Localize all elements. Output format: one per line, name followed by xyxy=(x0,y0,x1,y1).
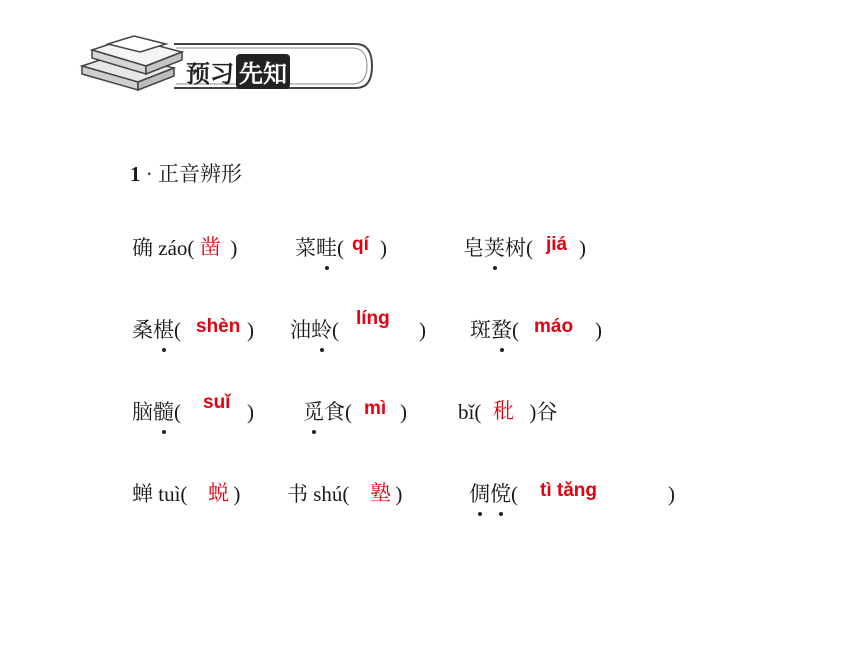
item-mao: 斑蝥( ) xyxy=(470,314,602,344)
answer-qi: qí xyxy=(352,234,369,255)
item-jia: 皂荚树( ) xyxy=(463,232,586,262)
question-row xyxy=(0,478,860,518)
item-shu: 书 shú( ) xyxy=(287,482,403,506)
answer-ling: líng xyxy=(356,308,390,329)
answer-tui: 蜕 xyxy=(208,481,229,505)
item-titang: 倜傥( ) xyxy=(469,478,675,508)
answer-zao: 凿 xyxy=(200,235,221,259)
item-sui: 脑髓( ) xyxy=(132,396,254,426)
question-number: 1 xyxy=(130,162,141,186)
item-bi: bǐ( )谷 xyxy=(458,400,558,424)
answer-jia: jiá xyxy=(546,234,568,255)
item-mi: 觅食( ) xyxy=(303,396,407,426)
answer-shu: 塾 xyxy=(370,481,391,505)
answer-titang: tì tǎng xyxy=(540,480,597,501)
question-row xyxy=(0,392,860,436)
question-text: 正音辨形 xyxy=(158,162,242,186)
banner-title-plain: 预习 xyxy=(186,60,234,88)
answer-sui: suǐ xyxy=(203,392,231,413)
banner-title xyxy=(186,54,290,89)
item-ling: 油蛉( ) xyxy=(290,314,426,344)
answer-mi: mì xyxy=(364,398,387,419)
answer-mao: máo xyxy=(534,316,574,337)
book-stack-icon xyxy=(82,36,182,90)
answer-shen: shèn xyxy=(196,316,241,337)
question-separator: · xyxy=(145,162,153,186)
item-tui: 蝉 tuì( ) xyxy=(132,482,241,506)
item-qi: 菜畦( ) xyxy=(295,232,387,262)
question-title xyxy=(130,158,242,188)
question-row xyxy=(0,308,860,354)
banner-title-inverse: 先知 xyxy=(236,54,290,89)
item-shen: 桑椹( ) xyxy=(132,314,254,344)
item-zao: 确 záo( ) xyxy=(132,236,238,260)
answer-bi: 秕 xyxy=(493,399,514,423)
question-row xyxy=(0,232,860,272)
